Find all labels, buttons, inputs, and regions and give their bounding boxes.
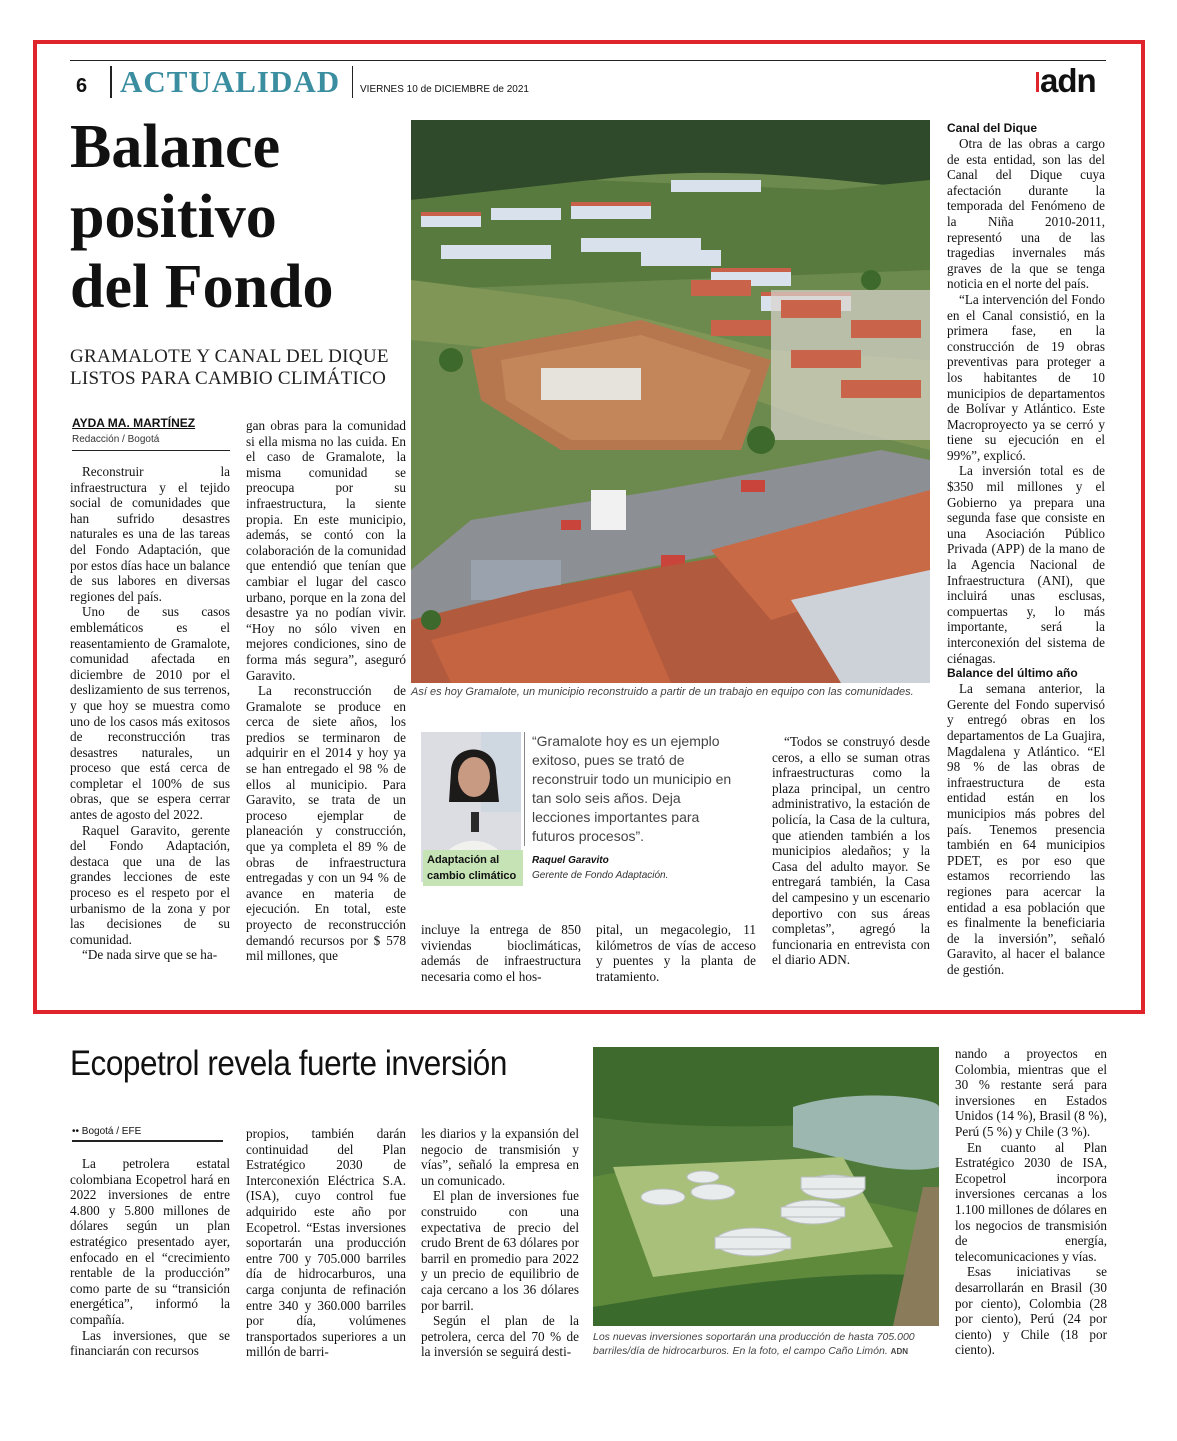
caption-credit: ADN — [890, 1347, 909, 1356]
header-divider — [110, 66, 112, 98]
paragraph: incluye la entrega de 850 viviendas bioclimáticas, además de infraestructura necesaria como el hos- — [421, 922, 581, 984]
author-name: AYDA MA. MARTÍNEZ — [72, 416, 196, 430]
paragraph: Las inversiones, que se financiarán con recursos — [70, 1327, 230, 1359]
second-column-1 — [70, 1156, 230, 1359]
cano-limon-photo — [593, 1047, 939, 1326]
topic-tag-line-2: cambio climático — [427, 870, 517, 882]
paragraph: En cuanto al Plan Estratégico 2030 de ISA, Ecopetrol incorpora inversiones cercanas a los 1.100 millones de dólares en los negocios de transmisión de energía, telecomunicaciones y vías. — [955, 1139, 1107, 1264]
paragraph: La petrolera estatal colombiana Ecopetrol hará en 2022 inversiones de entre 4.800 y 5.800 millones de dólares según un plan estratégico presentado ayer, enfocado en el “crecimiento rentable de la producción” como parte de su “transición energética”, informó la compañía. — [70, 1156, 230, 1327]
subtitle-line-2: LISTOS PARA CAMBIO CLIMÁTICO — [70, 368, 387, 389]
second-article-desk — [72, 1126, 141, 1137]
title-line-2: positivo — [70, 183, 277, 251]
second-article-title: Ecopetrol revela fuerte inversión — [70, 1044, 507, 1083]
paragraph: Esas iniciativas se desarrollarán en Brasil (30 por ciento), Colombia (28 por ciento), Perú (24 por ciento) y Chile (18 por ciento). — [955, 1264, 1107, 1358]
quote-rule — [524, 732, 525, 846]
issue-date: VIERNES 10 de DICIEMBRE de 2021 — [360, 84, 529, 95]
paragraph: La semana anterior, la Gerente del Fondo supervisó y entregó obras en los departamentos de La Guajira, Magdalena y Atlántico. “El 98 % de las obras de infraestructura de esta entidad están en los municipios más pobres del país. Tenemos presencia también en 64 municipios PDET, es por eso que estamos recorriendo las regiones para acercar la entidad a esa población que es finalmente la beneficiaria de la inversión”, señaló Garavito, al hacer el balance de gestión. — [947, 681, 1105, 977]
second-column-5 — [955, 1046, 1107, 1358]
subhead-canal-del-dique: Canal del Dique — [947, 121, 1038, 135]
paragraph: gan obras para la comunidad si ella misma no las cuida. En el caso de Gramalote, la misma comunidad se preocupa por su infraestructura, la siente propia. En este municipio, además, se contó con la colaboración de la comunidad que entendió que tenían que cambiar el lugar del casco urbano, porque en la zona del desastre ya no podían vivir. “Hoy no sólo viven en mejores condiciones, sino de forma más segura”, aseguró Garavito. — [246, 418, 406, 683]
article-column-5 — [772, 734, 930, 968]
pull-quote: “Gramalote hoy es un ejemplo exitoso, pues se trató de reconstruir todo un municipio en tan solo seis años. Deja lecciones importantes para futuros procesos”. — [532, 733, 732, 844]
subtitle-line-1: GRAMALOTE Y CANAL DEL DIQUE — [70, 346, 389, 367]
paragraph: Según el plan de la petrolera, cerca del 70 % de la inversión se seguirá desti- — [421, 1313, 579, 1360]
paragraph: Reconstruir la infraestructura y el tejido social de comunidades que han sufrido desastres naturales es una de las tareas del Fondo Adaptación, que por estos días hace un balance de sus labores en diversas regiones del país. — [70, 464, 230, 604]
paragraph: La inversión total es de $350 mil millones y el Gobierno ya prepara una segunda fase que consiste en una Asociación Público Privada (APP) de la mano de la Agencia Nacional de Infraestructura (ANI), que incluirá unas esclusas, compuertas y, lo más importante, será la interconexión del sistema de ciénagas. — [947, 463, 1105, 666]
photo-caption: Así es hoy Gramalote, un municipio reconstruido a partir de un trabajo en equipo con las comunidades. — [411, 686, 914, 698]
gramalote-photo-image — [411, 120, 930, 683]
paragraph: nando a proyectos en Colombia, mientras que el 30 % restante será para inversiones en Estados Unidos (14 %), Brasil (8 %), Perú (5 %) y Chile (3 %). — [955, 1046, 1107, 1139]
oil-field-image — [593, 1047, 939, 1326]
paragraph: Otra de las obras a cargo de esta entidad, son las del Canal del Dique cuya afectación durante la temporada del Fenómeno de la Niña 2010-2011, representó una de las tragedias invernales más graves de la que se tenga noticia en el norte del país. — [947, 136, 1105, 292]
second-photo-caption — [593, 1330, 939, 1359]
page-number: 6 — [76, 75, 88, 97]
paragraph: “De nada sirve que se ha- — [82, 947, 218, 963]
article-column-4 — [596, 922, 756, 984]
desk-rule — [72, 1140, 223, 1142]
title-line-3: del Fondo — [70, 253, 334, 321]
page-title — [70, 112, 410, 322]
paragraph: El plan de inversiones fue construido con una expectativa de precio del crudo Brent de 63 dólares por barril en promedio para 2022 y un precio de equilibrio de caja cercano a los 36 dólares por barril. — [421, 1188, 579, 1313]
article-column-6 — [947, 121, 1105, 977]
gramalote-aerial-photo — [411, 120, 930, 683]
topic-tag — [423, 850, 523, 886]
quote-author: Raquel Garavito — [532, 855, 609, 866]
second-column-2 — [246, 1126, 406, 1360]
subhead-balance-ultimo-ano: Balance del último año — [947, 666, 1078, 681]
bullet-icon: •• — [72, 1126, 82, 1137]
subtitle — [70, 346, 389, 390]
paragraph: “La intervención del Fondo en el Canal consistió, en la primera fase, en la construcción de 19 obras preventivas para proteger a los habitantes de 10 municipios de departamentos de Bolívar y Atlántico. Este Macroproyecto ya se cerró y tiene su ejecución en el 99%”, explicó. — [947, 291, 1105, 463]
caption-text: Los nuevas inversiones soportarán una producción de hasta 705.000 barriles/día de hidrocarburos. En la foto, el campo Caño Limón. — [593, 1331, 915, 1357]
brand-mark-icon — [1036, 72, 1039, 92]
paragraph: “Todos se construyó desde ceros, a ello se suman otras infraestructuras como la plaza principal, un centro administrativo, la estación de policía, la Casa de la cultura, que atienden también a los municipios aledaños; y la Casa del adulto mayor. Se entregará también, la Casa del campesino y un escenario deportivo con sus áreas completas”, agregó la funcionaria en entrevista con el diario ADN. — [772, 734, 930, 968]
section-label: ACTUALIDAD — [120, 64, 341, 99]
brand-logo: adn — [1040, 62, 1096, 99]
paragraph: pital, un megacolegio, 11 kilómetros de vías de acceso y puentes y la planta de tratamiento. — [596, 922, 756, 984]
topic-tag-line-1: Adaptación al — [427, 854, 500, 866]
paragraph: propios, también darán continuidad del Plan Estratégico 2030 de Interconexión Eléctrica S.A. (ISA), cuyo control fue adquirido este año por Ecopetrol. “Estas inversiones soportarán una producción entre 700 y 705.000 barriles día de hidrocarburos, una carga conjunta de refinación entre 340 y 360.000 barriles por día, volúmenes transportados superiores a un millón de barri- — [246, 1126, 406, 1360]
article-column-3 — [421, 922, 581, 984]
byline-rule — [72, 450, 230, 451]
author-desk: Redacción / Bogotá — [72, 434, 160, 445]
paragraph: Uno de sus casos emblemáticos es el reasentamiento de Gramalote, comunidad afectada en diciembre de 2010 por el deslizamiento de sus terrenos, y que hoy se muestra como uno de los casos más exitosos de reconstrucción tras desastres naturales, un proceso que está cerca de completar el 100% de sus obras, que se espera cerrar antes de agosto del 2022. — [70, 604, 230, 823]
article-column-1 — [70, 464, 230, 963]
article-column-2 — [246, 418, 406, 964]
title-line-1: Balance — [70, 113, 281, 181]
header-divider-2 — [352, 66, 353, 98]
paragraph: La reconstrucción de Gramalote se produce en cerca de siete años, los predios se terminaron de adquirir en el 2014 y hoy ya se han entregado el 98 % de ellos al municipio. Para Garavito, se trata de un proceso ejemplar de planeación y construcción, que ya completa el 89 % de obras de infraestructura entregadas y con un 94 % de avance en materia de ejecución. En total, este proyecto de reconstrucción demandó recursos por $ 578 mil millones, que — [246, 683, 406, 964]
paragraph: Raquel Garavito, gerente del Fondo Adaptación, destaca que una de las grandes lecciones de este proceso es el respeto por el urbanismo de la zona y por las decisiones de su comunidad. — [70, 822, 230, 947]
header-top-rule — [70, 60, 1106, 61]
paragraph: les diarios y la expansión del negocio de transmisión y vías”, señaló la empresa en un comunicado. — [421, 1126, 579, 1188]
desk-label: Bogotá / EFE — [81, 1126, 142, 1137]
second-column-3 — [421, 1126, 579, 1360]
quote-author-role: Gerente de Fondo Adaptación. — [532, 870, 669, 881]
